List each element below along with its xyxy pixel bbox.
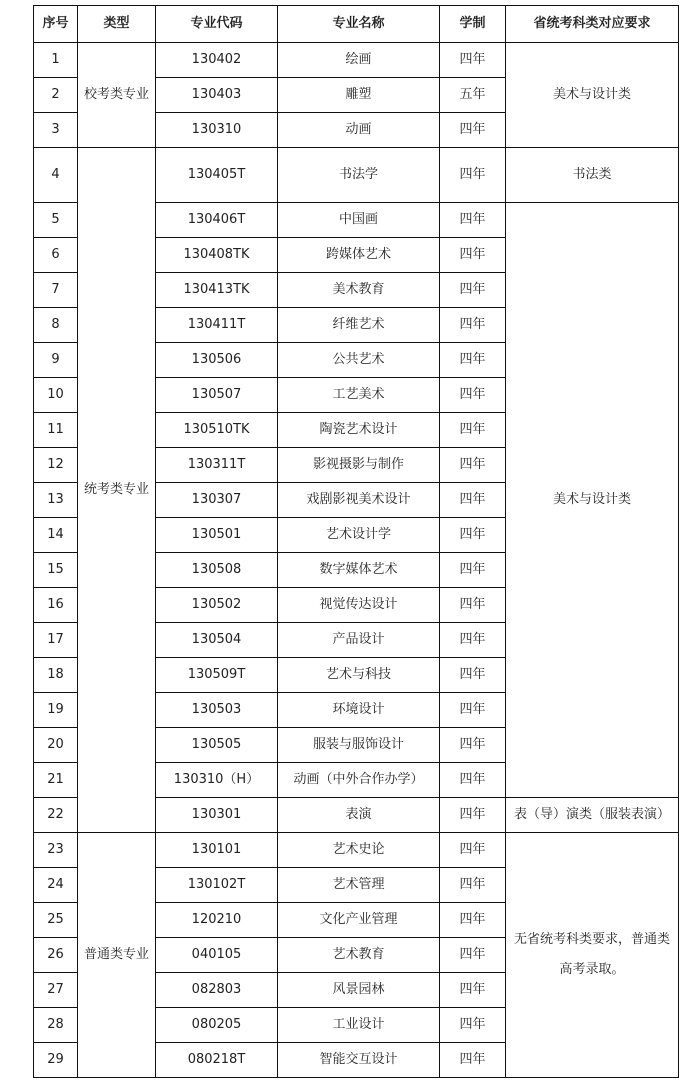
cell-years: 四年	[440, 938, 506, 973]
cell-name: 工艺美术	[278, 378, 440, 413]
cell-name: 艺术与科技	[278, 658, 440, 693]
cell-requirement: 美术与设计类	[506, 203, 679, 798]
cell-code: 130413TK	[156, 273, 278, 308]
cell-name: 纤维艺术	[278, 308, 440, 343]
cell-no: 14	[34, 518, 78, 553]
cell-no: 15	[34, 553, 78, 588]
cell-name: 环境设计	[278, 693, 440, 728]
cell-name: 美术教育	[278, 273, 440, 308]
cell-code: 130102T	[156, 868, 278, 903]
cell-years: 四年	[440, 1043, 506, 1078]
cell-no: 24	[34, 868, 78, 903]
cell-years: 四年	[440, 623, 506, 658]
cell-code: 130402	[156, 43, 278, 78]
cell-years: 四年	[440, 588, 506, 623]
cell-years: 四年	[440, 903, 506, 938]
cell-code: 130310	[156, 113, 278, 148]
cell-name: 艺术教育	[278, 938, 440, 973]
cell-type: 普通类专业	[78, 833, 156, 1078]
cell-code: 130411T	[156, 308, 278, 343]
cell-code: 130307	[156, 483, 278, 518]
cell-years: 四年	[440, 448, 506, 483]
cell-no: 7	[34, 273, 78, 308]
cell-no: 6	[34, 238, 78, 273]
cell-code: 082803	[156, 973, 278, 1008]
cell-name: 戏剧影视美术设计	[278, 483, 440, 518]
cell-years: 四年	[440, 553, 506, 588]
cell-code: 130508	[156, 553, 278, 588]
header-no: 序号	[34, 6, 78, 43]
cell-code: 130408TK	[156, 238, 278, 273]
cell-name: 风景园林	[278, 973, 440, 1008]
cell-requirement: 美术与设计类	[506, 43, 679, 148]
cell-no: 4	[34, 148, 78, 203]
cell-years: 四年	[440, 973, 506, 1008]
cell-name: 书法学	[278, 148, 440, 203]
header-requirement: 省统考科类对应要求	[506, 6, 679, 43]
cell-name: 雕塑	[278, 78, 440, 113]
cell-no: 22	[34, 798, 78, 833]
cell-years: 四年	[440, 273, 506, 308]
cell-no: 28	[34, 1008, 78, 1043]
cell-name: 视觉传达设计	[278, 588, 440, 623]
header-type: 类型	[78, 6, 156, 43]
cell-name: 工业设计	[278, 1008, 440, 1043]
cell-name: 艺术设计学	[278, 518, 440, 553]
cell-years: 四年	[440, 308, 506, 343]
cell-years: 四年	[440, 658, 506, 693]
cell-years: 四年	[440, 833, 506, 868]
cell-code: 130310（H）	[156, 763, 278, 798]
table-row	[34, 148, 679, 203]
cell-name: 服装与服饰设计	[278, 728, 440, 763]
cell-name: 表演	[278, 798, 440, 833]
cell-years: 四年	[440, 343, 506, 378]
cell-name: 中国画	[278, 203, 440, 238]
majors-table-container	[33, 5, 679, 1078]
cell-no: 3	[34, 113, 78, 148]
header-row	[34, 6, 679, 43]
cell-code: 130406T	[156, 203, 278, 238]
cell-name: 文化产业管理	[278, 903, 440, 938]
header-years: 学制	[440, 6, 506, 43]
cell-code: 130501	[156, 518, 278, 553]
cell-code: 130510TK	[156, 413, 278, 448]
table-body	[34, 43, 679, 1078]
cell-no: 1	[34, 43, 78, 78]
cell-no: 21	[34, 763, 78, 798]
cell-years: 四年	[440, 148, 506, 203]
cell-no: 18	[34, 658, 78, 693]
cell-code: 130505	[156, 728, 278, 763]
cell-years: 四年	[440, 413, 506, 448]
cell-name: 数字媒体艺术	[278, 553, 440, 588]
cell-years: 四年	[440, 378, 506, 413]
cell-code: 080218T	[156, 1043, 278, 1078]
cell-name: 陶瓷艺术设计	[278, 413, 440, 448]
cell-requirement: 表（导）演类（服装表演）	[506, 798, 679, 833]
cell-years: 四年	[440, 728, 506, 763]
cell-code: 080205	[156, 1008, 278, 1043]
cell-name: 绘画	[278, 43, 440, 78]
cell-name: 动画	[278, 113, 440, 148]
cell-code: 130502	[156, 588, 278, 623]
cell-name: 影视摄影与制作	[278, 448, 440, 483]
cell-years: 四年	[440, 43, 506, 78]
cell-name: 公共艺术	[278, 343, 440, 378]
cell-type: 校考类专业	[78, 43, 156, 148]
cell-no: 8	[34, 308, 78, 343]
cell-no: 2	[34, 78, 78, 113]
header-name: 专业名称	[278, 6, 440, 43]
header-code: 专业代码	[156, 6, 278, 43]
cell-name: 智能交互设计	[278, 1043, 440, 1078]
cell-code: 040105	[156, 938, 278, 973]
cell-no: 16	[34, 588, 78, 623]
cell-requirement: 书法类	[506, 148, 679, 203]
cell-no: 17	[34, 623, 78, 658]
cell-no: 29	[34, 1043, 78, 1078]
cell-no: 23	[34, 833, 78, 868]
cell-type: 统考类专业	[78, 148, 156, 833]
table-row	[34, 833, 679, 868]
cell-name: 动画（中外合作办学）	[278, 763, 440, 798]
cell-code: 130101	[156, 833, 278, 868]
cell-code: 130504	[156, 623, 278, 658]
cell-years: 四年	[440, 763, 506, 798]
cell-no: 12	[34, 448, 78, 483]
cell-no: 13	[34, 483, 78, 518]
cell-no: 10	[34, 378, 78, 413]
cell-code: 120210	[156, 903, 278, 938]
cell-requirement: 无省统考科类要求，普通类高考录取。	[506, 833, 679, 1078]
cell-code: 130301	[156, 798, 278, 833]
cell-code: 130503	[156, 693, 278, 728]
cell-code: 130405T	[156, 148, 278, 203]
cell-no: 20	[34, 728, 78, 763]
cell-name: 产品设计	[278, 623, 440, 658]
cell-years: 四年	[440, 113, 506, 148]
table-row	[34, 43, 679, 78]
cell-years: 四年	[440, 518, 506, 553]
cell-years: 四年	[440, 1008, 506, 1043]
cell-code: 130311T	[156, 448, 278, 483]
cell-code: 130509T	[156, 658, 278, 693]
cell-no: 5	[34, 203, 78, 238]
cell-years: 四年	[440, 483, 506, 518]
cell-no: 26	[34, 938, 78, 973]
cell-name: 跨媒体艺术	[278, 238, 440, 273]
cell-no: 19	[34, 693, 78, 728]
cell-years: 四年	[440, 238, 506, 273]
cell-name: 艺术管理	[278, 868, 440, 903]
cell-no: 9	[34, 343, 78, 378]
cell-no: 11	[34, 413, 78, 448]
cell-code: 130403	[156, 78, 278, 113]
cell-years: 四年	[440, 798, 506, 833]
cell-no: 25	[34, 903, 78, 938]
cell-years: 四年	[440, 203, 506, 238]
majors-table	[33, 5, 679, 1078]
cell-years: 四年	[440, 868, 506, 903]
cell-code: 130507	[156, 378, 278, 413]
cell-years: 四年	[440, 693, 506, 728]
cell-no: 27	[34, 973, 78, 1008]
cell-years: 五年	[440, 78, 506, 113]
cell-name: 艺术史论	[278, 833, 440, 868]
cell-code: 130506	[156, 343, 278, 378]
